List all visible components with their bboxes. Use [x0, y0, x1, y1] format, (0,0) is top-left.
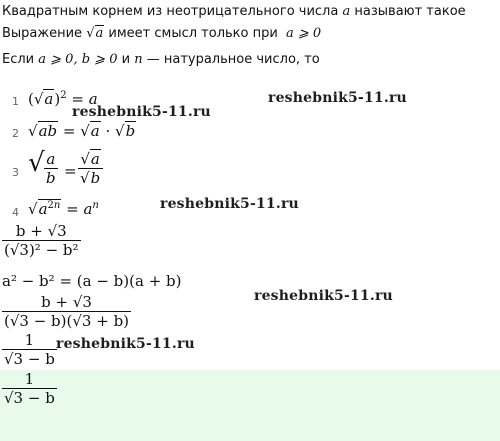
definition-line: Квадратным корнем из неотрицательного числа a называют такое — [2, 4, 466, 19]
step-1-fraction: b + √3 (√3)² − b² — [4, 222, 79, 259]
watermark: reshebnik5-11.ru — [160, 196, 299, 212]
property-2-formula: √ab = √a · √b — [28, 122, 136, 140]
property-number: 4 — [12, 206, 19, 219]
property-3-left-fraction: a b — [46, 150, 56, 187]
property-number: 1 — [12, 95, 19, 108]
step-3-fraction: 1 √3 − b — [4, 331, 55, 368]
difference-of-squares: a² − b² = (a − b)(a + b) — [2, 272, 182, 290]
answer-fraction: 1 √3 − b — [4, 370, 55, 407]
property-number: 2 — [12, 127, 19, 140]
watermark: reshebnik5-11.ru — [254, 288, 393, 304]
watermark: reshebnik5-11.ru — [268, 90, 407, 106]
property-number: 3 — [12, 166, 19, 179]
answer-highlight — [0, 370, 500, 441]
watermark: reshebnik5-11.ru — [72, 104, 211, 120]
equals-sign: = — [64, 162, 77, 180]
property-3-right-fraction: √a √b — [78, 150, 103, 187]
property-1-formula: $(√a)^2 = a$ — [28, 90, 98, 108]
property-4-formula: $√a^{2n} = a^n$ — [28, 200, 99, 218]
watermark: reshebnik5-11.ru — [56, 336, 195, 352]
property-3-formula: √ — [28, 148, 45, 178]
domain-line: Выражение √a имеет смысл только при a ⩾ 0 — [2, 26, 322, 41]
step-2-fraction: b + √3 (√3 − b)(√3 + b) — [4, 293, 130, 330]
conditions-line: Если a ⩾ 0, b ⩾ 0 и n — натуральное число, то — [2, 52, 320, 67]
